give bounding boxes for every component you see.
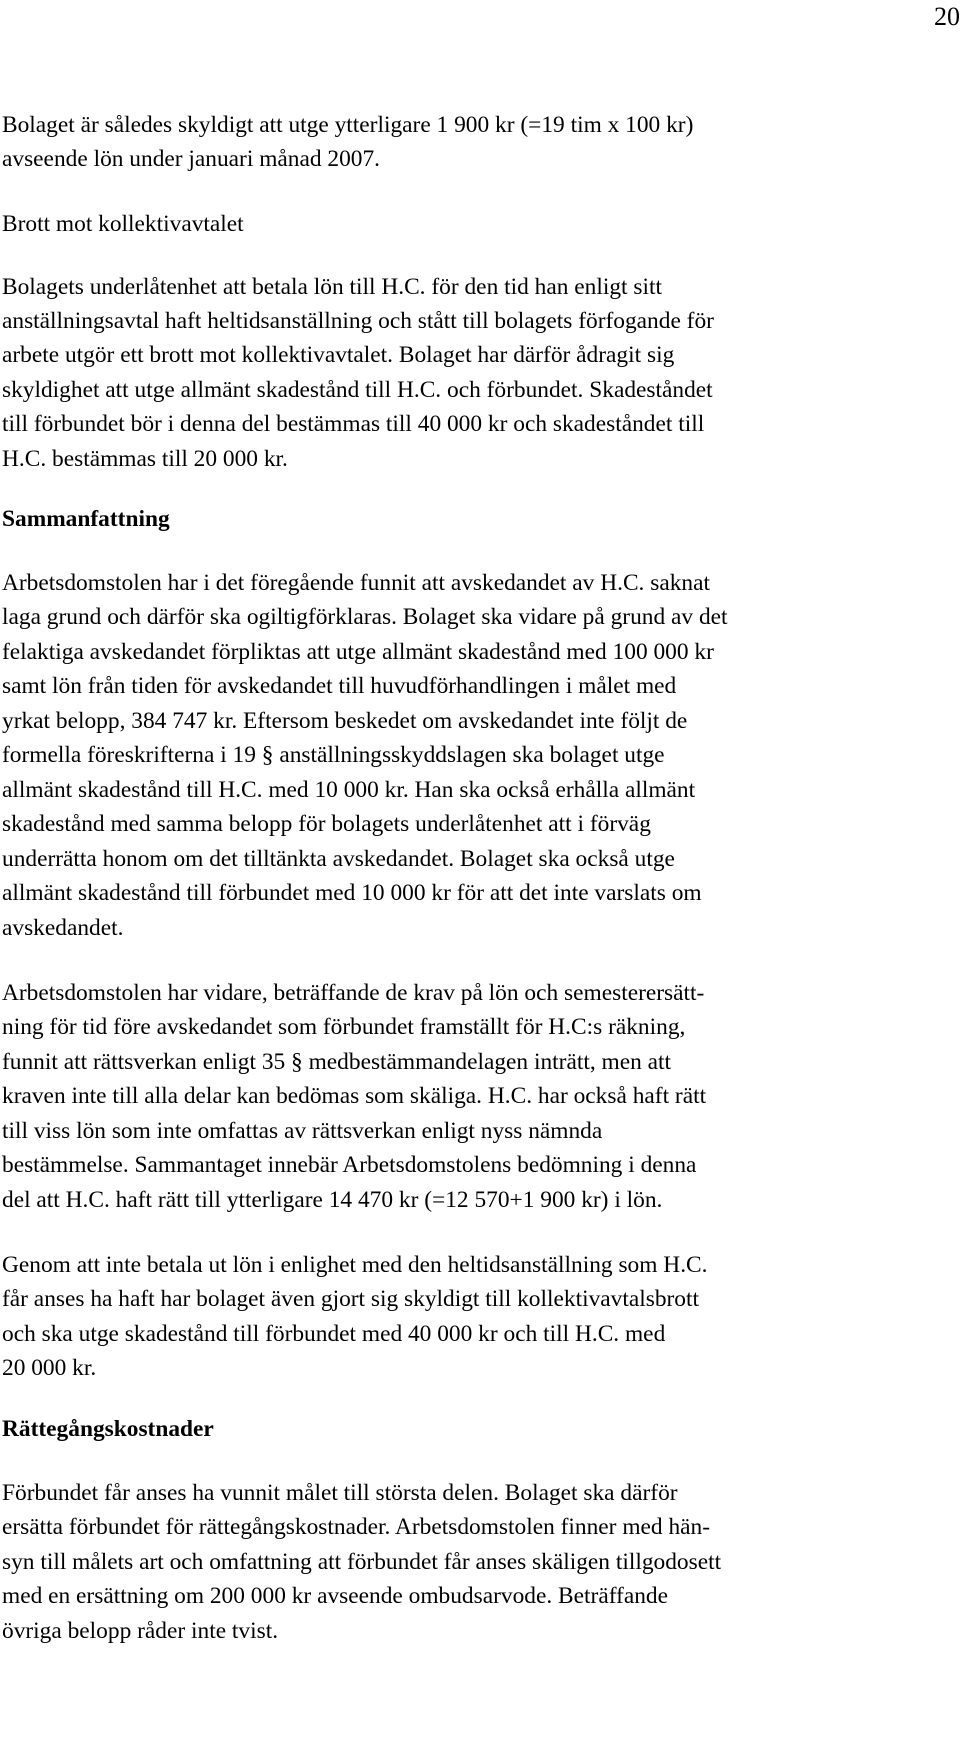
text-line: yrkat belopp, 384 747 kr. Eftersom beskedet om avskedandet inte följt de <box>2 708 688 734</box>
text-line: del att H.C. haft rätt till ytterligare 14 470 kr (=12 570+1 900 kr) i lön. <box>2 1187 663 1213</box>
text-line: Bolaget är således skyldigt att utge ytterligare 1 900 kr (=19 tim x 100 kr) <box>2 112 694 138</box>
text-line: syn till målets art och omfattning att förbundet får anses skäligen tillgodosett <box>2 1549 722 1575</box>
text-line: ersätta förbundet för rättegångskostnader. Arbetsdomstolen finner med hän- <box>2 1514 710 1540</box>
page-number: 20 <box>934 2 960 31</box>
text-line: samt lön från tiden för avskedandet till huvudförhandlingen i målet med <box>2 673 677 699</box>
section-heading: Rättegångskostnader <box>2 1416 214 1442</box>
text-line: får anses ha haft har bolaget även gjort sig skyldigt till kollektivavtalsbrott <box>2 1286 700 1312</box>
text-line: laga grund och därför ska ogiltigförklaras. Bolaget ska vidare på grund av det <box>2 604 728 630</box>
text-line: felaktiga avskedandet förpliktas att utge allmänt skadestånd med 100 000 kr <box>2 639 714 665</box>
text-line: till förbundet bör i denna del bestämmas till 40 000 kr och skadeståndet till <box>2 411 705 437</box>
text-line: allmänt skadestånd till förbundet med 10 000 kr för att det inte varslats om <box>2 880 702 906</box>
text-line: Bolagets underlåtenhet att betala lön till H.C. för den tid han enligt sitt <box>2 274 662 300</box>
text-line: H.C. bestämmas till 20 000 kr. <box>2 446 288 472</box>
text-line: allmänt skadestånd till H.C. med 10 000 kr. Han ska också erhålla allmänt <box>2 777 696 803</box>
text-line: och ska utge skadestånd till förbundet med 40 000 kr och till H.C. med <box>2 1321 666 1347</box>
text-line: anställningsavtal haft heltidsanställning och stått till bolagets förfogande för <box>2 308 714 334</box>
text-line: Förbundet får anses ha vunnit målet till största delen. Bolaget ska därför <box>2 1480 678 1506</box>
text-line: övriga belopp råder inte tvist. <box>2 1618 279 1644</box>
text-line: arbete utgör ett brott mot kollektivavtalet. Bolaget har därför ådragit sig <box>2 342 675 368</box>
text-line: Genom att inte betala ut lön i enlighet med den heltidsanställning som H.C. <box>2 1252 708 1278</box>
text-line: Arbetsdomstolen har vidare, beträffande de krav på lön och semesterersätt- <box>2 980 705 1006</box>
text-line: skadestånd med samma belopp för bolagets underlåtenhet att i förväg <box>2 811 651 837</box>
text-line: med en ersättning om 200 000 kr avseende ombudsarvode. Beträffande <box>2 1583 669 1609</box>
text-line: ning för tid före avskedandet som förbundet framställt för H.C:s räkning, <box>2 1014 686 1040</box>
text-line: Arbetsdomstolen har i det föregående funnit att avskedandet av H.C. saknat <box>2 570 711 596</box>
section-heading: Sammanfattning <box>2 506 170 532</box>
text-line: 20 000 kr. <box>2 1355 97 1381</box>
text-line: formella föreskrifterna i 19 § anställningsskyddslagen ska bolaget utge <box>2 742 665 768</box>
text-line: skyldighet att utge allmänt skadestånd till H.C. och förbundet. Skadeståndet <box>2 377 713 403</box>
text-line: funnit att rättsverkan enligt 35 § medbestämmandelagen inträtt, men att <box>2 1049 672 1075</box>
text-line: till viss lön som inte omfattas av rättsverkan enligt nyss nämnda <box>2 1118 603 1144</box>
text-line: bestämmelse. Sammantaget innebär Arbetsdomstolens bedömning i denna <box>2 1152 697 1178</box>
text-line: kraven inte till alla delar kan bedömas som skäliga. H.C. har också haft rätt <box>2 1083 707 1109</box>
text-line: Brott mot kollektivavtalet <box>2 211 244 237</box>
text-line: avseende lön under januari månad 2007. <box>2 146 381 172</box>
text-line: underrätta honom om det tilltänkta avskedandet. Bolaget ska också utge <box>2 846 675 872</box>
text-line: avskedandet. <box>2 915 124 941</box>
